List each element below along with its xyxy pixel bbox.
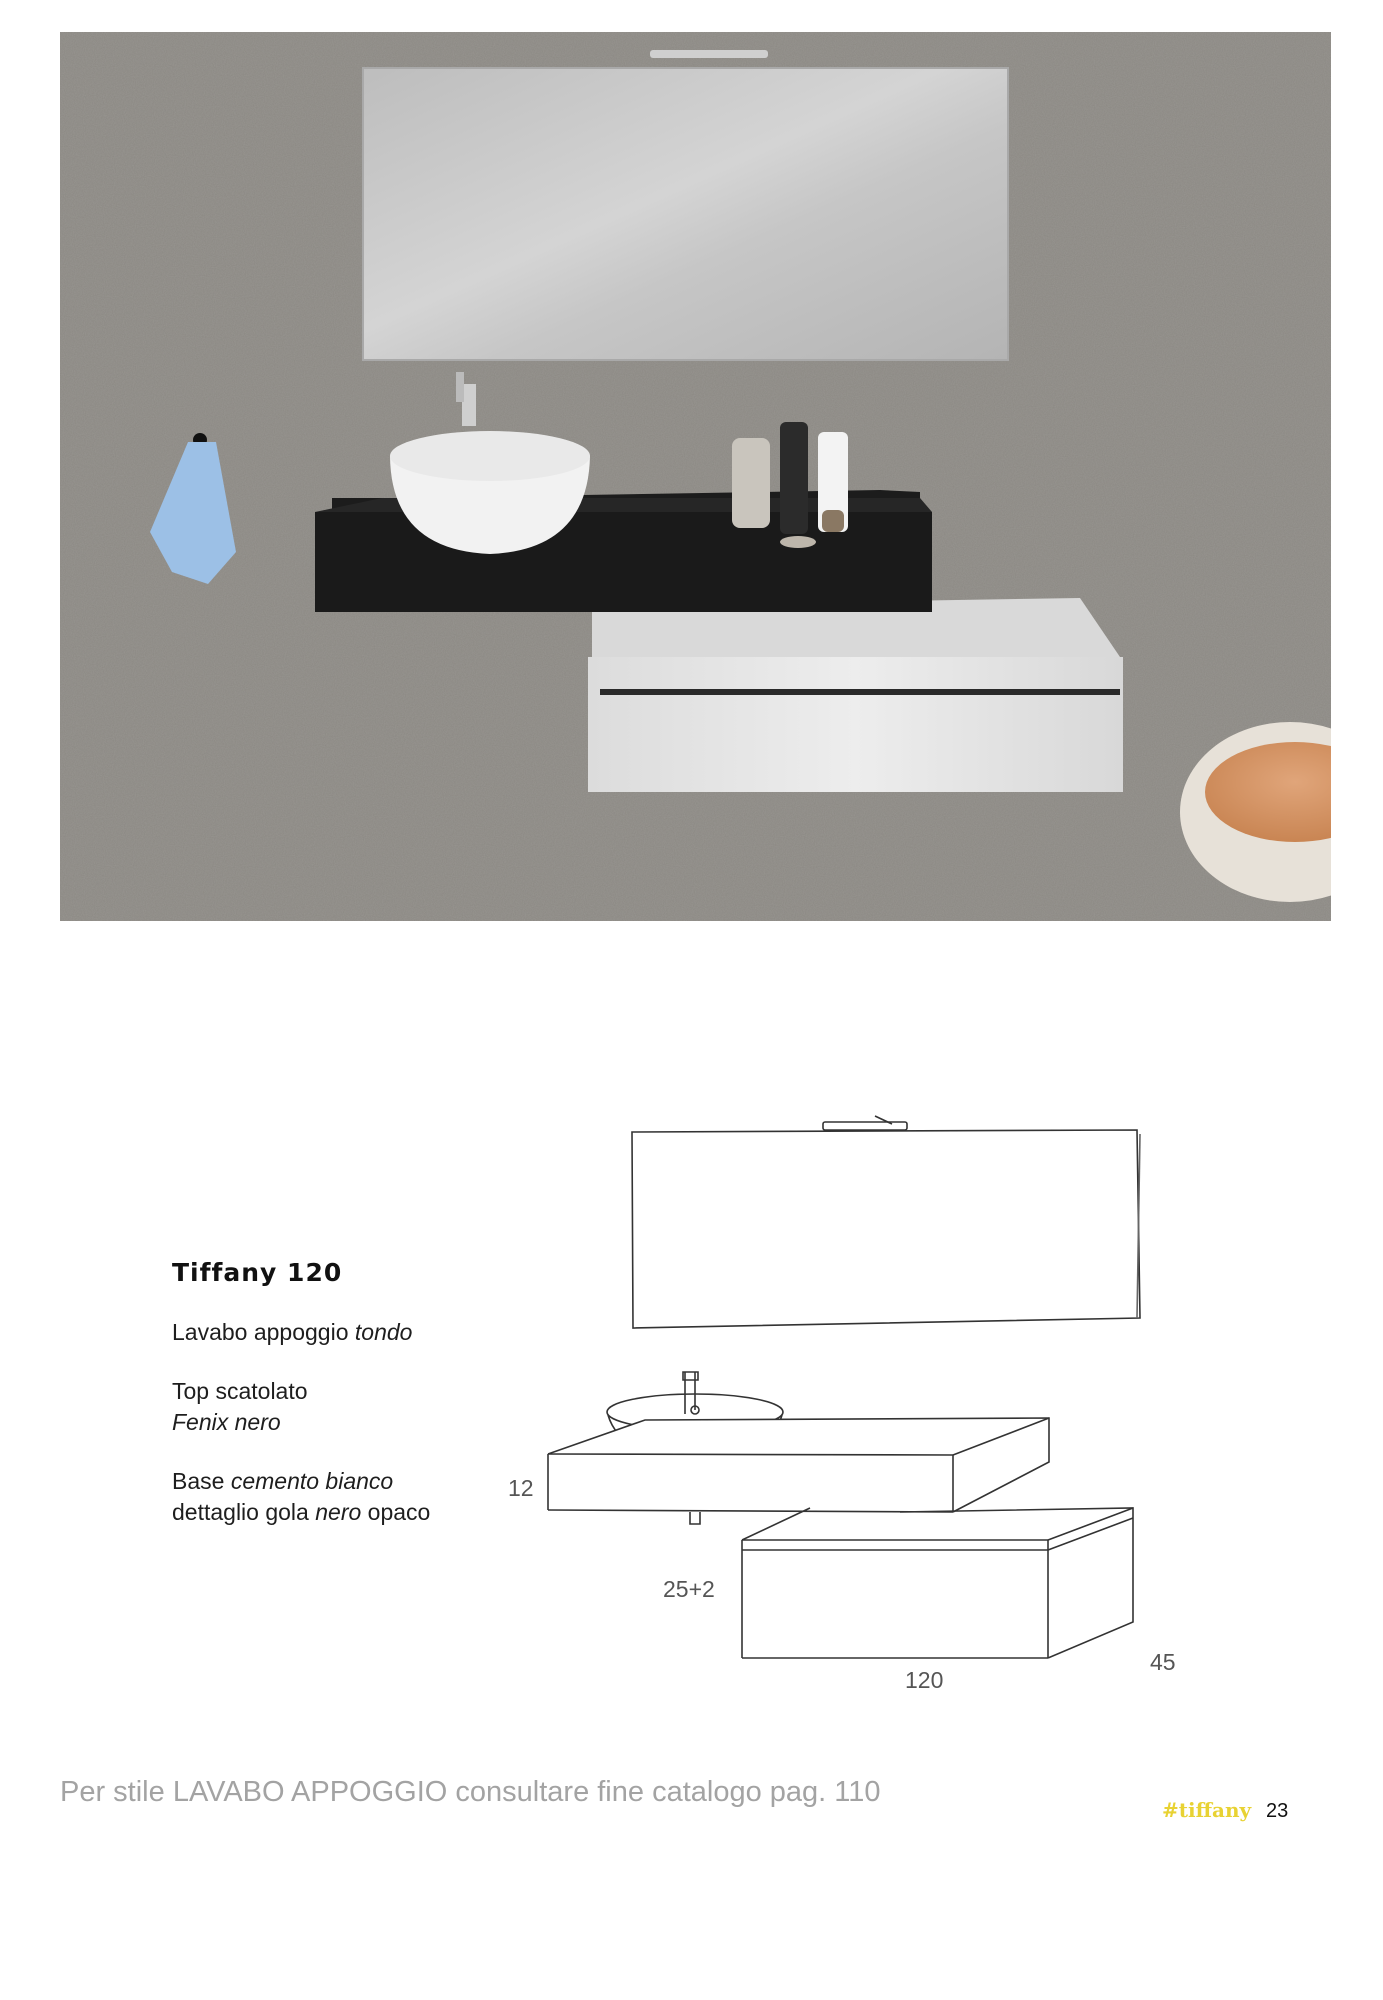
product-spec — [172, 1258, 502, 1556]
hashtag: #tiffany — [1162, 1798, 1252, 1822]
dim-depth: 45 — [1150, 1649, 1176, 1675]
spec-basin — [172, 1317, 502, 1348]
spec-text-italic: cemento bianco — [230, 1468, 394, 1494]
spec-top — [172, 1376, 502, 1438]
spec-text: opaco — [361, 1499, 431, 1525]
product-title: Tiffany 120 — [172, 1258, 343, 1287]
spec-text-italic: Fenix nero — [172, 1409, 281, 1435]
page-number: 23 — [1266, 1800, 1289, 1822]
spec-text: Lavabo appoggio — [172, 1319, 355, 1345]
spec-text-italic: nero — [315, 1499, 362, 1525]
spec-text: Top scatolato — [172, 1378, 308, 1404]
spec-text-italic: tondo — [354, 1319, 413, 1345]
dim-width: 120 — [905, 1667, 944, 1690]
footer-note: Per stile LAVABO APPOGGIO consultare fine catalogo pag. 110 — [60, 1776, 881, 1808]
dim-base-height: 25+2 — [663, 1576, 715, 1602]
spec-text: Base — [172, 1468, 231, 1494]
technical-drawing — [480, 1110, 1240, 1695]
spec-text: dettaglio gola — [172, 1499, 316, 1525]
dim-top-thickness: 12 — [508, 1475, 534, 1501]
product-photo — [60, 32, 1331, 921]
spec-base — [172, 1466, 502, 1528]
